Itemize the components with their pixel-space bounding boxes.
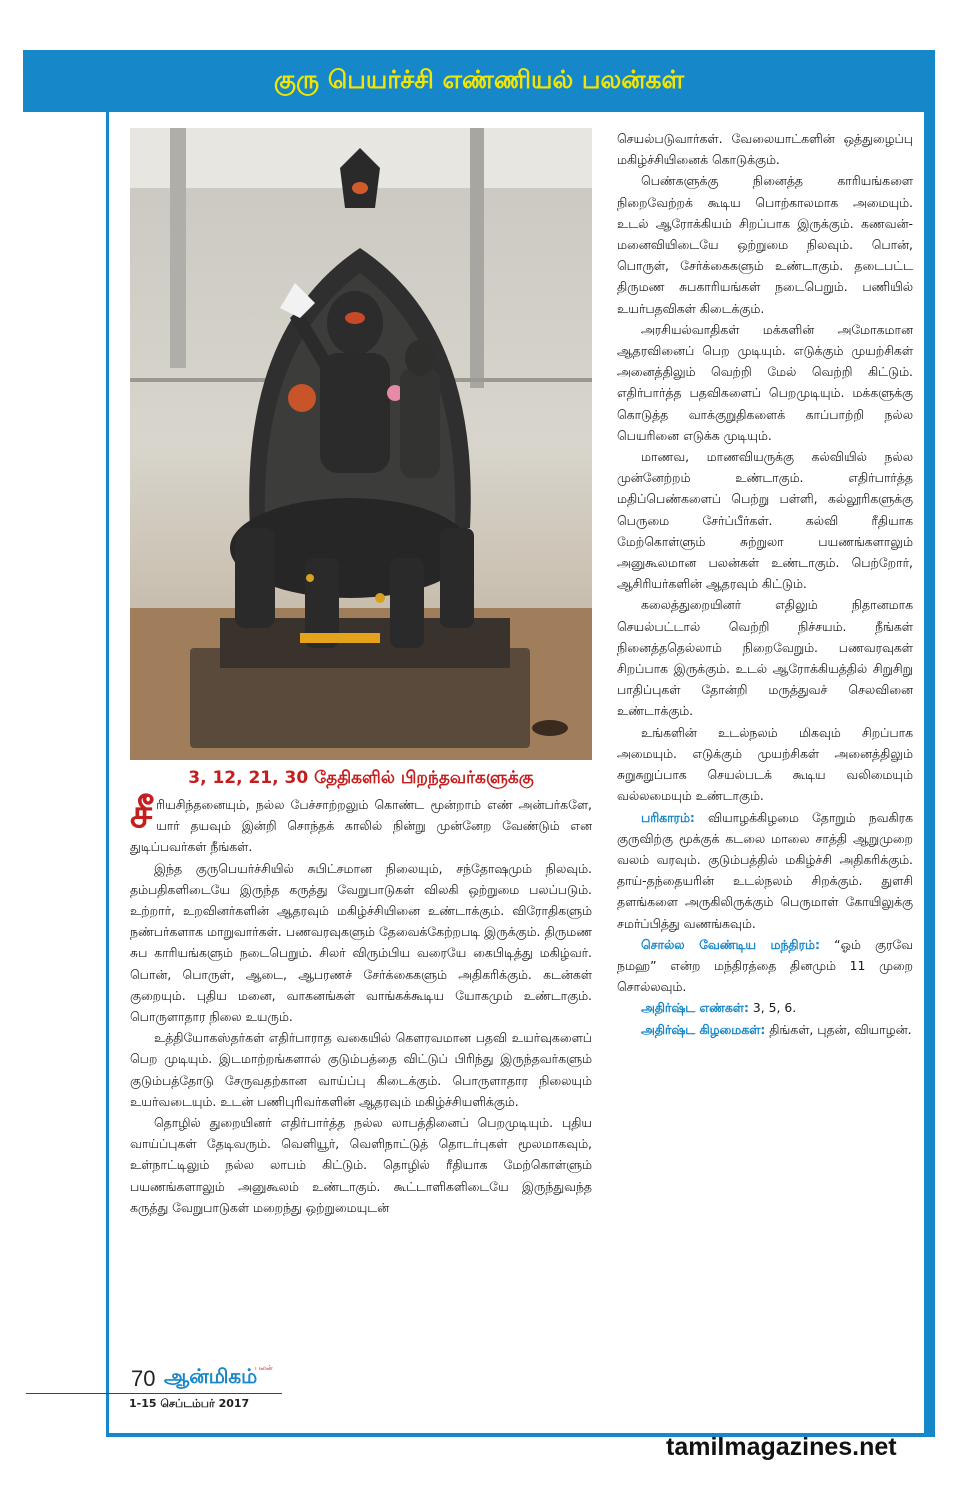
paragraph: அரசியல்வாதிகள் மக்களின் அமோகமான ஆதரவினைப் பெற முடியும். எடுக்கும் முயற்சிகள் அனைத்திலும் வெற்றி மேல் வெற்றி கிட்டும். எதிர்பார்த்த பதவிகளைப் பெறமுடியும். மக்களுக்கு கொடுத்த வாக்குறுதிகளைக் காப்பாற்றி நல்ல பெயரினை எடுக்க முடியும். <box>617 321 913 443</box>
mantra-label: சொல்ல வேண்டிய மந்திரம்: <box>641 936 820 952</box>
paragraph: செயல்படுவார்கள். வேலையாட்களின் ஒத்துழைப்பு மகிழ்ச்சியினைக் கொடுக்கும். <box>617 131 913 168</box>
mantra-paragraph <box>617 934 913 998</box>
section-subheading: 3, 12, 21, 30 தேதிகளில் பிறந்தவர்களுக்கு <box>188 768 534 788</box>
paragraph: இந்த குருபெயர்ச்சியில் சுபிட்சமான நிலையும், சந்தோஷமும் நிலவும். தம்பதிகளிடையே இருந்த கருத்து வேறுபாடுகள் விலகி ஒற்றுமை பலப்படும். உற்றார், உறவினர்களின் ஆதரவும் மகிழ்ச்சியினை உண்டாக்கும். விரோதிகளும் நண்பர்களாக மாறுவார்கள். பணவரவுகளும் தேவைக்கேற்றபடி இருக்கும். திருமண சுப காரியங்களும் நடைபெறும். சிலர் விரும்பிய வரையே கைபிடித்து மகிழ்வர். பொன், பொருள், ஆடை, ஆபரணச் சேர்க்கைகளும் அதிகரிக்கும். கடன்கள் குறையும். புதிய மனை, வாகனங்கள் வாங்கக்கூடிய யோகமும் உண்டாகும். பொருளாதார நிலை உயரும். <box>130 860 592 1025</box>
magazine-logo: ஆன்மிகம் <box>164 1364 258 1388</box>
issue-date: 1-15 செப்டம்பர் 2017 <box>129 1397 250 1410</box>
right-column <box>617 128 913 1040</box>
drop-cap: சீ <box>130 790 153 837</box>
remedy-text: வியாழக்கிழமை தோறும் நவகிரக குருவிற்கு மூக்குக் கடலை மாலை சாத்தி ஆறுமுறை வலம் வரவும். குடும்பத்தில் மகிழ்ச்சி அதிகரிக்கும். தாய்-தந்தையரின் உடல்நலம் சிறக்கும். துளசி தளங்களை அருகிலிருக்கும் பெருமாள் கோயிலுக்கு சமர்ப்பித்து வணங்கவும். <box>617 809 913 931</box>
remedy-label: பரிகாரம்: <box>641 809 695 825</box>
paragraph: மாணவ, மாணவியருக்கு கல்வியில் நல்ல முன்னேற்றம் உண்டாகும். எதிர்பார்த்த மதிப்பெண்களைப் பெற்று பள்ளி, கல்லூரிகளுக்கு பெருமை சேர்ப்பீர்கள். கல்வி ரீதியாக மேற்கொள்ளும் சுற்றுலா பயணங்களாலும் அனுகூலமான பலன்கள் உண்டாகும். பெற்றோர், ஆசிரியர்களின் ஆதரவும் கிட்டும். <box>617 449 913 592</box>
frame-border-right <box>924 112 935 1437</box>
lucky-days-label: அதிர்ஷ்ட கிழமைகள்: <box>641 1021 766 1037</box>
lucky-numbers-label: அதிர்ஷ்ட எண்கள்: <box>641 1000 749 1016</box>
paragraph: கலைத்துறையினர் எதிலும் நிதானமாக செயல்பட்டால் வெற்றி நிச்சயம். நீங்கள் நினைத்ததெல்லாம் நிறைவேறும். பணவரவுகள் சிறப்பாக இருக்கும். உடல் ஆரோக்கியத்தில் சிறுசிறு பாதிப்புகள் தோன்றி மருத்துவச் செலவினை உண்டாக்கும். <box>617 597 913 719</box>
lucky-numbers-value: 3, 5, 6. <box>748 1000 797 1016</box>
paragraph: தொழில் துறையினர் எதிர்பார்த்த நல்ல லாபத்தினைப் பெறமுடியும். புதிய வாய்ப்புகள் தேடிவரும். வெளியூர், வெளிநாட்டுத் தொடர்புகள் மூலமாகவும், உள்நாட்டிலும் நல்ல லாபம் கிட்டும். தொழில் ரீதியாக மேற்கொள்ளும் பயணங்களாலும் அனுகூலம் உண்டாகும். கூட்டாளிகளிடையே இருந்துவந்த கருத்து வேறுபாடுகள் மறைந்து ஒற்றுமையுடன் <box>130 1115 592 1215</box>
magazine-logo-sub: பலன் <box>255 1364 273 1372</box>
lucky-numbers <box>617 997 913 1018</box>
footer-divider <box>26 1393 282 1394</box>
paragraph: பெண்களுக்கு நினைத்த காரியங்களை நிறைவேற்றக் கூடிய பொற்காலமாக அமையும். உடல் ஆரோக்கியம் சிறப்பாக இருக்கும். கணவன்- மனைவியிடையே ஒற்றுமை நிலவும். பொன், பொருள், சேர்க்கைகளும் உண்டாகும். தடைபட்ட திருமண சுபகாரியங்கள் நடைபெறும். பணியில் உயர்பதவிகள் கிடைக்கும். <box>617 173 913 316</box>
page-banner <box>23 50 935 112</box>
frame-border-left <box>106 112 109 1437</box>
mantra-text: “ஓம் குரவே நமஹ” என்ற மந்திரத்தை தினமும் 11 முறை சொல்லவும். <box>617 936 914 995</box>
lucky-days-value: திங்கள், புதன், வியாழன். <box>765 1021 912 1037</box>
site-watermark: tamilmagazines.net <box>666 1433 897 1461</box>
intro-paragraph: சீரியசிந்தனையும், நல்ல பேச்சாற்றலும் கொண்ட மூன்றாம் எண் அன்பர்களே, யார் தயவும் இன்றி சொந்தக் காலில் நின்று முன்னேற வேண்டும் என துடிப்பவர்கள் நீங்கள். <box>130 790 592 855</box>
remedy-paragraph <box>617 807 913 934</box>
banner-title: குரு பெயர்ச்சி எண்ணியல் பலன்கள் <box>273 64 685 94</box>
deity-statue-image <box>130 128 592 760</box>
deity-statue-photo <box>130 128 592 760</box>
page-number: 70 <box>131 1366 156 1391</box>
lucky-days <box>617 1019 913 1040</box>
left-column <box>130 790 592 1218</box>
paragraph: உத்தியோகஸ்தர்கள் எதிர்பாராத வகையில் கௌரவமான பதவி உயர்வுகளைப் பெற முடியும். இடமாற்றங்களால் குடும்பத்தை விட்டுப் பிரிந்து இருந்தவர்களும் குடும்பத்தோடு சேருவதற்கான வாய்ப்பு கிடைக்கும். பொருளாதார நிலையும் உயர்வடையும். உடன் பணிபுரிவர்களின் ஆதரவும் மகிழ்ச்சியளிக்கும். <box>130 1030 592 1109</box>
paragraph: உங்களின் உடல்நலம் மிகவும் சிறப்பாக அமையும். எடுக்கும் முயற்சிகள் அனைத்திலும் சுறுசுறுப்பாக செயல்படக் கூடிய வலிமையும் வல்லமையும் உண்டாகும். <box>617 724 913 804</box>
